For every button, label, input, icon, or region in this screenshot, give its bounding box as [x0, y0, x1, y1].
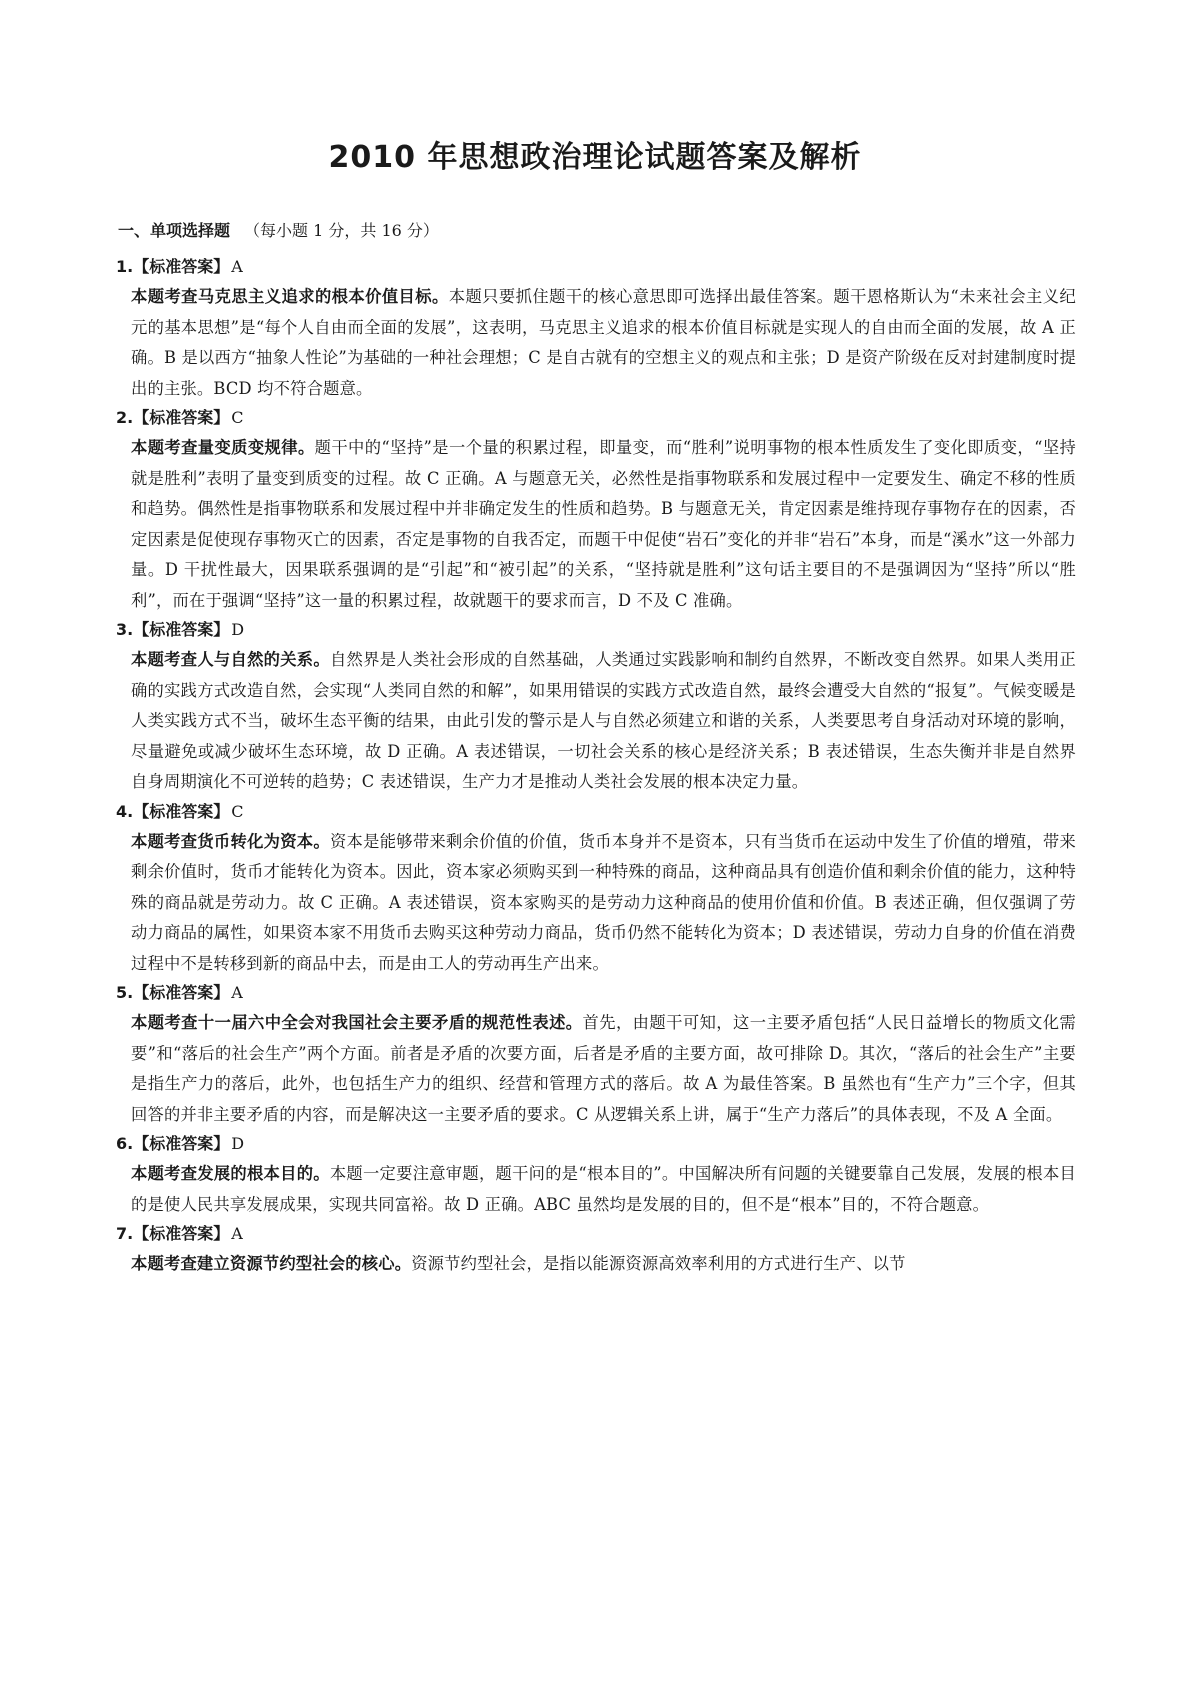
analysis-paragraph	[116, 827, 1076, 980]
section-label: 一、单项选择题	[118, 221, 231, 240]
question-4	[116, 798, 1076, 980]
answer-label: 【标准答案】	[133, 1134, 230, 1153]
answer-value: A	[231, 983, 243, 1002]
answer-label: 【标准答案】	[133, 801, 230, 821]
question-number: 2.	[116, 408, 134, 427]
analysis-text: 资源节约型社会，是指以能源资源高效率利用的方式进行生产、以节	[411, 1254, 906, 1273]
analysis-paragraph	[116, 645, 1076, 798]
analysis-lead: 本题考查建立资源节约型社会的核心。	[131, 1254, 412, 1273]
answer-label: 【标准答案】	[133, 983, 230, 1002]
document-title: 2010 年思想政治理论试题答案及解析	[328, 140, 862, 175]
analysis-paragraph	[116, 1249, 1076, 1280]
question-number: 6.	[116, 1134, 134, 1153]
section-heading	[118, 219, 439, 243]
answer-line	[116, 404, 1076, 433]
answer-line	[116, 1220, 1076, 1249]
question-2	[116, 404, 1076, 616]
analysis-text: 首先，由题干可知，这一主要矛盾包括“人民日益增长的物质文化需要”和“落后的社会生产”两个方面。前者是矛盾的次要方面，后者是矛盾的主要方面，故可排除 D。其次，“落后的社会生产”主要是指生产力的落后，此外，也包括生产力的组织、经营和管理方式的落后。故 A 为最佳答案。B 虽然也有“生产力”三个字，但其回答的并非主要矛盾的内容，而是解决这一主要矛盾的要求。C 从逻辑关系上讲，属于“生产力落后”的具体表现，不及 A 全面。	[131, 1013, 1076, 1124]
analysis-text: 题干中的“坚持”是一个量的积累过程，即量变，而“胜利”说明事物的根本性质发生了变化即质变，“坚持就是胜利”表明了量变到质变的过程。故 C 正确。A 与题意无关，必然性是指事物联系和发展过程中一定要发生、确定不移的性质和趋势。偶然性是指事物联系和发展过程中并非确定发生的性质和趋势。B 与题意无关，肯定因素是维持现存事物存在的因素，否定因素是促使现存事物灭亡的因素，否定是事物的自我否定，而题干中促使“岩石”变化的并非“岩石”本身，而是“溪水”这一外部力量。D 干扰性最大，因果联系强调的是“引起”和“被引起”的关系，“坚持就是胜利”这句话主要目的不是强调因为“坚持”所以“胜利”，而在于强调“坚持”这一量的积累过程，故就题干的要求而言，D 不及 C 准确。	[131, 438, 1077, 610]
answer-line	[116, 979, 1076, 1008]
analysis-lead: 本题考查人与自然的关系。	[131, 650, 330, 669]
answer-value: A	[231, 1224, 243, 1243]
answer-value: C	[231, 408, 244, 427]
analysis-paragraph	[116, 282, 1076, 404]
answer-label: 【标准答案】	[133, 620, 230, 639]
question-7	[116, 1220, 1076, 1280]
analysis-text: 自然界是人类社会形成的自然基础，人类通过实践影响和制约自然界，不断改变自然界。如果人类用正确的实践方式改造自然，会实现“人类同自然的和解”，如果用错误的实践方式改造自然，最终会遭受大自然的“报复”。气候变暖是人类实践方式不当，破坏生态平衡的结果，由此引发的警示是人与自然必须建立和谐的关系，人类要思考自身活动对环境的影响，尽量避免或减少破坏生态环境，故 D 正确。A 表述错误，一切社会关系的核心是经济关系；B 表述错误，生态失衡并非是自然界自身周期演化不可逆转的趋势；C 表述错误，生产力才是推动人类社会发展的根本决定力量。	[131, 650, 1076, 791]
analysis-text: 本题只要抓住题干的核心意思即可选择出最佳答案。题干恩格斯认为“未来社会主义纪元的基本思想”是“每个人自由而全面的发展”，这表明，马克思主义追求的根本价值目标就是实现人的自由而全面的发展，故 A 正确。B 是以西方“抽象人性论”为基础的一种社会理想；C 是自古就有的空想主义的观点和主张；D 是资产阶级在反对封建制度时提出的主张。BCD 均不符合题意。	[131, 287, 1076, 398]
question-number: 3.	[116, 620, 134, 639]
answer-value: C	[231, 801, 244, 821]
question-number: 4.	[116, 801, 134, 821]
section-note: （每小题 1 分，共 16 分）	[244, 221, 439, 240]
answer-line	[116, 798, 1076, 827]
question-number: 5.	[116, 983, 134, 1002]
answer-value: A	[231, 257, 243, 276]
question-number: 7.	[116, 1224, 134, 1243]
answer-value: D	[231, 1134, 245, 1153]
answer-line	[116, 253, 1076, 282]
analysis-lead: 本题考查发展的根本目的。	[131, 1164, 330, 1183]
analysis-text: 资本是能够带来剩余价值的价值，货币本身并不是资本，只有当货币在运动中发生了价值的增殖，带来剩余价值时，货币才能转化为资本。因此，资本家必须购买到一种特殊的商品，这种商品具有创造价值和剩余价值的能力，这种特殊的商品就是劳动力。故 C 正确。A 表述错误，资本家购买的是劳动力这种商品的使用价值和价值。B 表述正确，但仅强调了劳动力商品的属性，如果资本家不用货币去购买这种劳动力商品，货币仍然不能转化为资本；D 表述错误，劳动力自身的价值在消费过程中不是转移到新的商品中去，而是由工人的劳动再生产出来。	[131, 831, 1076, 973]
question-3	[116, 616, 1076, 798]
answer-value: D	[231, 620, 245, 639]
analysis-text: 本题一定要注意审题，题干问的是“根本目的”。中国解决所有问题的关键要靠自己发展，发展的根本目的是使人民共享发展成果，实现共同富裕。故 D 正确。ABC 虽然均是发展的目的，但不是“根本”目的，不符合题意。	[131, 1164, 1076, 1214]
analysis-paragraph	[116, 433, 1076, 616]
analysis-lead: 本题考查量变质变规律。	[131, 438, 315, 457]
answer-line	[116, 1130, 1076, 1159]
answer-label: 【标准答案】	[133, 257, 230, 276]
question-number: 1.	[116, 257, 134, 276]
analysis-paragraph	[116, 1159, 1076, 1220]
analysis-lead: 本题考查马克思主义追求的根本价值目标。	[131, 287, 449, 306]
analysis-lead: 本题考查十一届六中全会对我国社会主要矛盾的规范性表述。	[131, 1013, 583, 1032]
answer-label: 【标准答案】	[133, 408, 230, 427]
answer-label: 【标准答案】	[133, 1224, 230, 1243]
question-5	[116, 979, 1076, 1130]
answer-line	[116, 616, 1076, 645]
analysis-lead: 本题考查货币转化为资本。	[131, 831, 330, 851]
question-1	[116, 253, 1076, 404]
answer-list	[116, 253, 1076, 1280]
analysis-paragraph	[116, 1008, 1076, 1130]
question-6	[116, 1130, 1076, 1220]
